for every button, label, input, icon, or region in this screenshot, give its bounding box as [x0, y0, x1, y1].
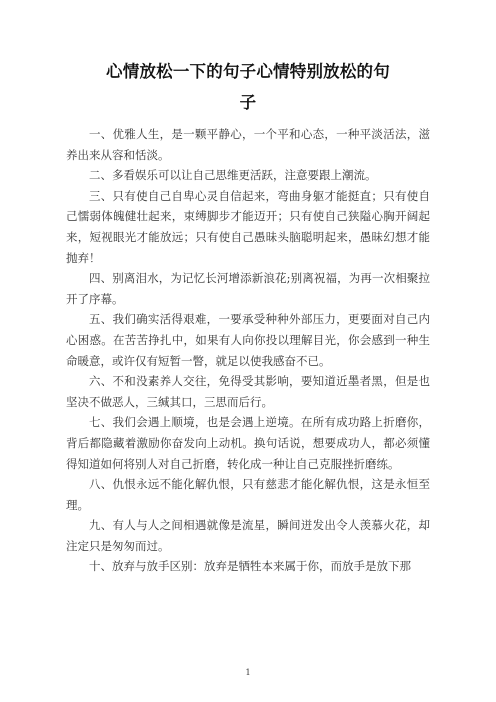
paragraph-7: 七、我们会遇上顺境，也是会遇上逆境。在所有成功路上折磨你，背后都隐藏着激励你奋发向上动机。换句话说，想要成功人，都必须懂得知道如何将别人对自己折磨，转化成一种让自己克服挫折磨练。 — [66, 415, 430, 471]
paragraph-9: 九、有人与人之间相遇就像是流星，瞬间迸发出令人羡慕火花，却注定只是匆匆而过。 — [66, 518, 430, 553]
paragraph-5: 五、我们确实活得艰难，一要承受种种外部压力，更要面对自己内心困惑。在苦苦挣扎中，如果有人向你投以理解目光，你会感到一种生命暖意，或许仅有短暂一瞥，就足以使我感奋不已。 — [66, 312, 430, 368]
paragraph-1: 一、优雅人生，是一颗平静心，一个平和心态，一种平淡活法，滋养出来从容和恬淡。 — [66, 127, 430, 162]
document-body — [66, 124, 430, 577]
paragraph-8: 八、仇恨永远不能化解仇恨，只有慈悲才能化解仇恨，这是永恒至理。 — [66, 477, 430, 512]
document-title-line-2: 子 — [239, 93, 257, 112]
paragraph-3: 三、只有使自己自卑心灵自信起来，弯曲身躯才能挺直；只有使自己懦弱体魄健壮起来，束缚脚步才能迈开；只有使自己狭隘心胸开阔起来，短视眼光才能放远；只有使自己愚昧头脑聪明起来，愚昧幻想才能抛弃！ — [66, 188, 430, 265]
document-title-line-1: 心情放松一下的句子心情特别放松的句 — [106, 62, 390, 81]
page-number: 1 — [245, 668, 251, 677]
paragraph-6: 六、不和没素养人交往，免得受其影响，要知道近墨者黑，但是也坚决不做恶人，三缄其口，三思而后行。 — [66, 374, 430, 409]
paragraph-4: 四、别离泪水，为记忆长河增添新浪花;别离祝福，为再一次相聚拉开了序幕。 — [66, 271, 430, 306]
paragraph-10: 十、放弃与放手区别：放弃是牺牲本来属于你，而放手是放下那 — [89, 559, 411, 574]
paragraph-2: 二、多看娱乐可以让自己思维更活跃，注意要跟上潮流。 — [89, 168, 377, 183]
